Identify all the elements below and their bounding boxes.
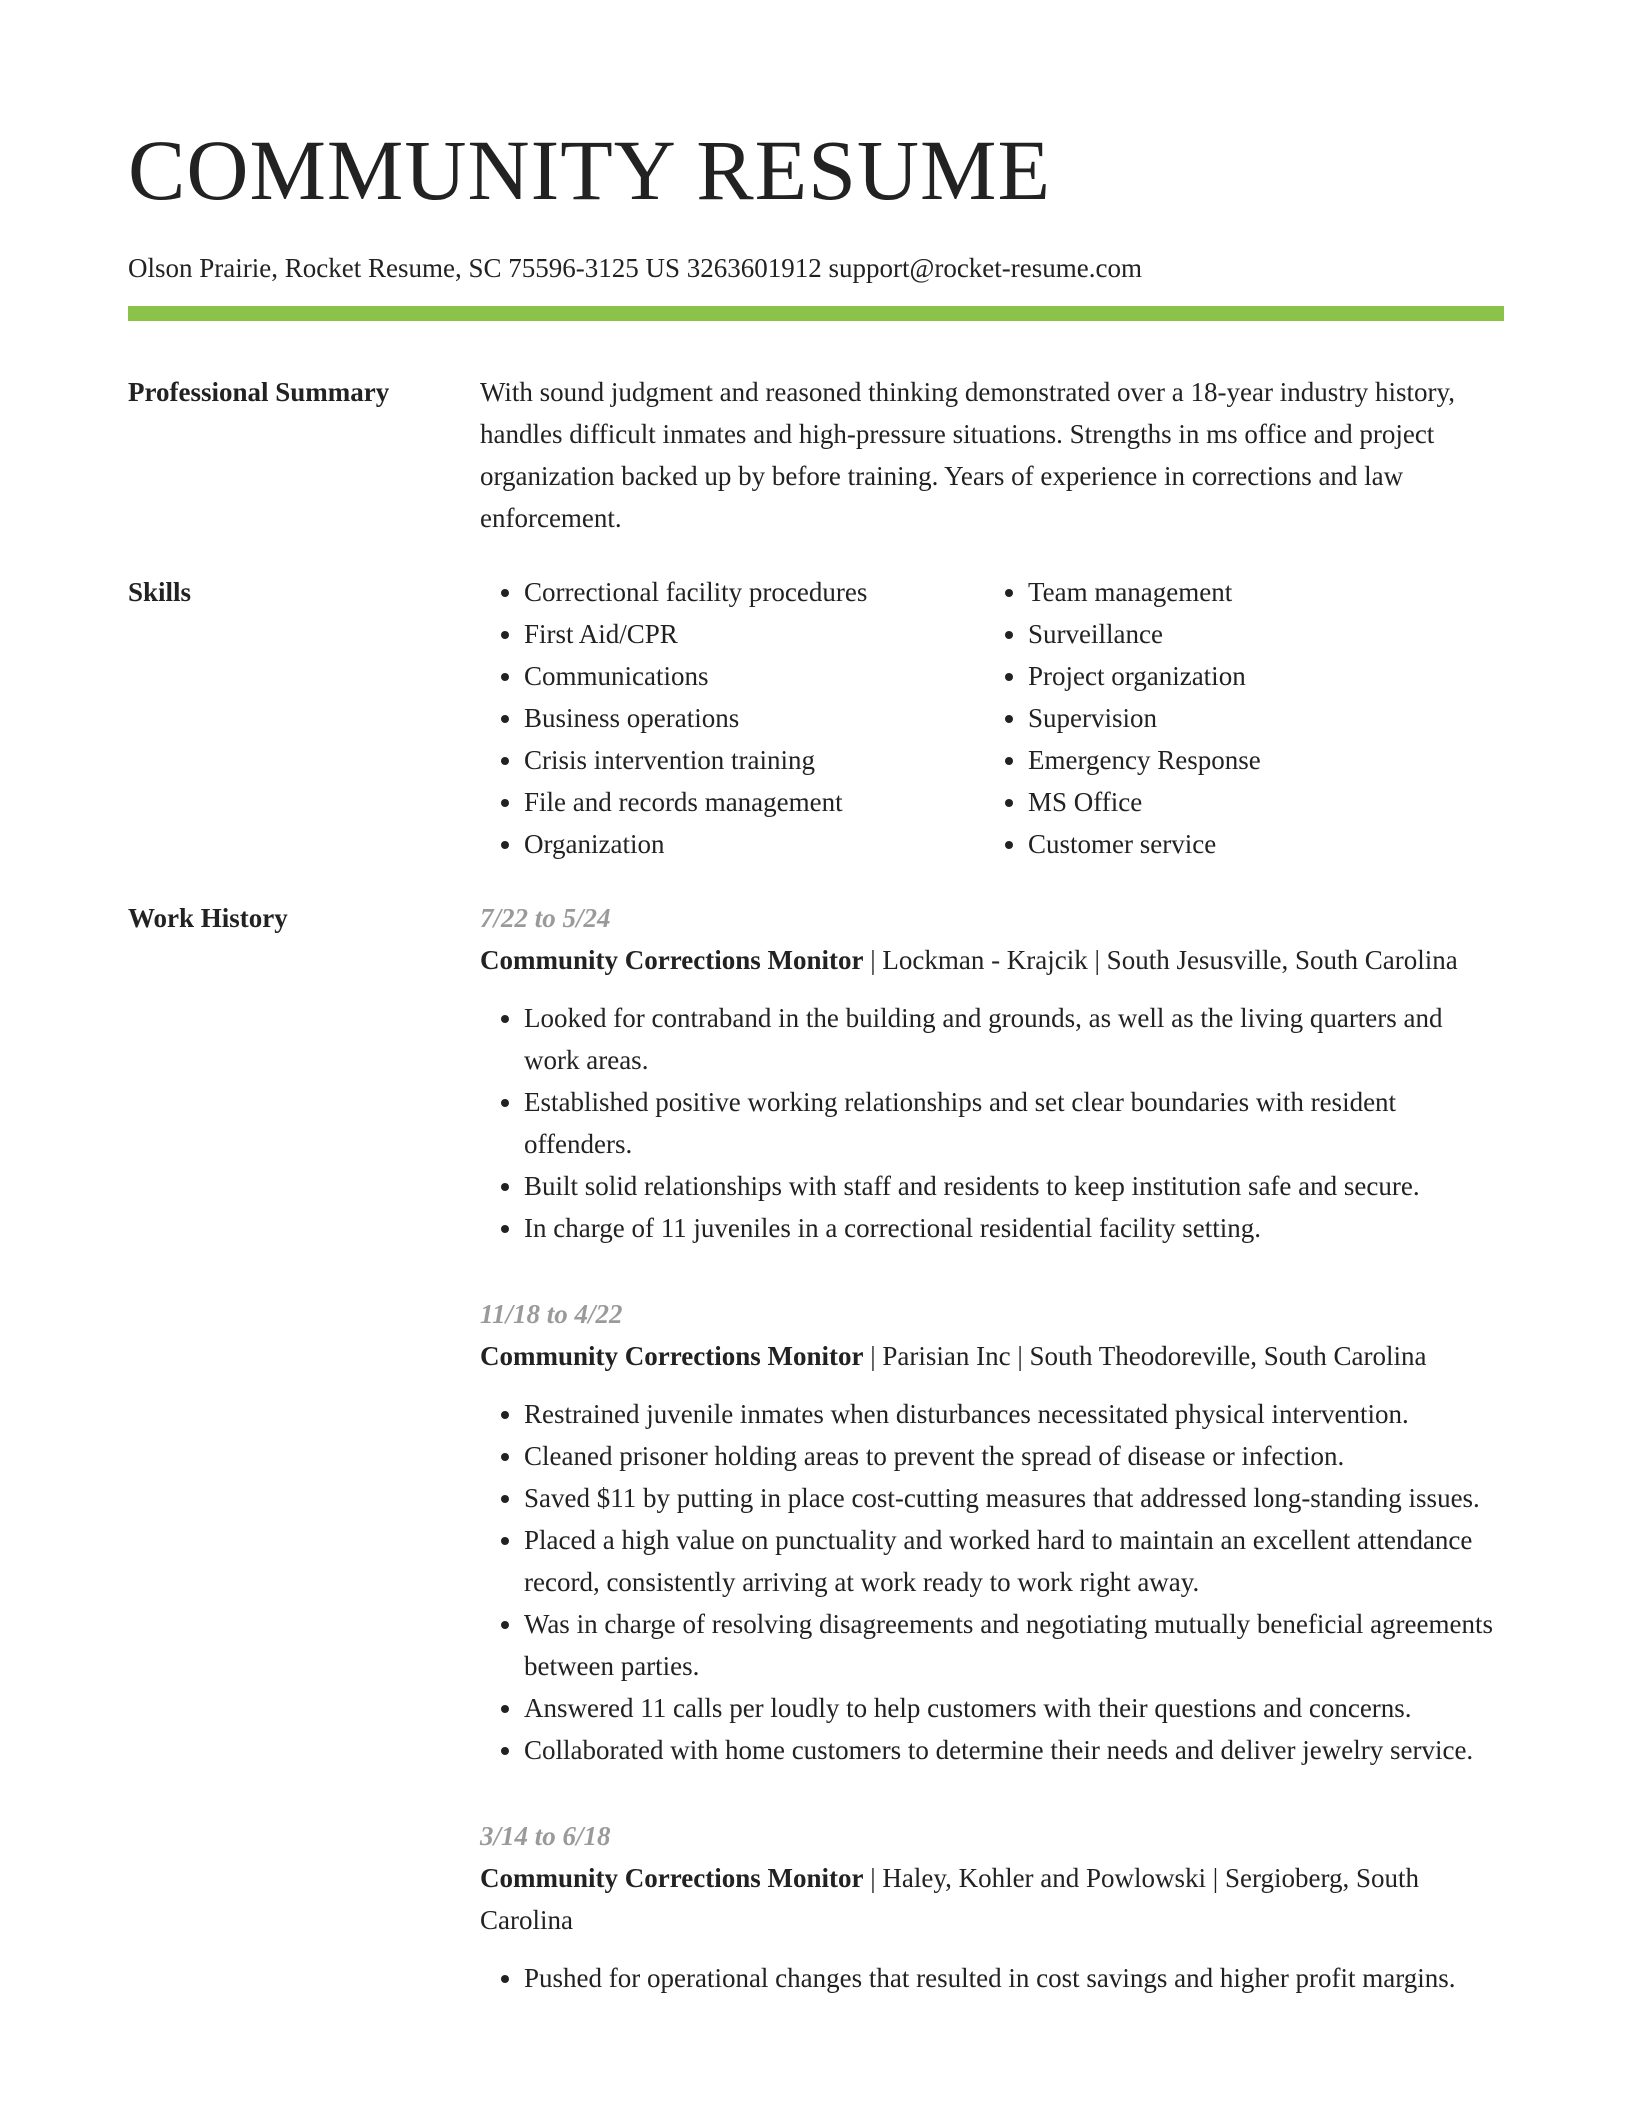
skill-item: • Supervision	[1028, 697, 1261, 739]
job-bullets	[480, 1957, 1504, 1999]
job-bullet: • In charge of 11 juveniles in a correctional residential facility setting.	[524, 1207, 1504, 1249]
job-bullet: • Saved $11 by putting in place cost-cutting measures that addressed long-standing issues.	[524, 1477, 1504, 1519]
job-bullets	[480, 1393, 1504, 1771]
skill-item: • Correctional facility procedures	[524, 571, 984, 613]
skill-item: • Project organization	[1028, 655, 1261, 697]
skills-section	[128, 571, 1504, 865]
job-bullet: • Built solid relationships with staff and residents to keep institution safe and secure.	[524, 1165, 1504, 1207]
skill-item: • Crisis intervention training	[524, 739, 984, 781]
contact-line: Olson Prairie, Rocket Resume, SC 75596-3125 US 3263601912 support@rocket-resume.com	[128, 253, 1142, 283]
job-dates: 11/18 to 4/22	[480, 1299, 623, 1329]
job-details: | Parisian Inc | South Theodoreville, South Carolina	[863, 1341, 1427, 1371]
skill-item: • MS Office	[1028, 781, 1261, 823]
job-dates: 7/22 to 5/24	[480, 903, 611, 933]
skill-item: • First Aid/CPR	[524, 613, 984, 655]
job-title: Community Corrections Monitor	[480, 945, 864, 975]
job-title: Community Corrections Monitor	[480, 1863, 864, 1893]
job-entry	[480, 1815, 1504, 1999]
resume-page	[128, 0, 1504, 2043]
job-bullet: • Placed a high value on punctuality and worked hard to maintain an excellent attendance record, consistently arriving at work ready to work right away.	[524, 1519, 1504, 1603]
skill-item: • Business operations	[524, 697, 984, 739]
job-entry	[480, 897, 1504, 1249]
skill-item: • Communications	[524, 655, 984, 697]
skill-item: • File and records management	[524, 781, 984, 823]
job-entry	[480, 1293, 1504, 1771]
job-bullets	[480, 997, 1504, 1249]
resume-name: COMMUNITY RESUME	[128, 122, 1052, 218]
job-bullet: • Was in charge of resolving disagreements and negotiating mutually beneficial agreements between parties.	[524, 1603, 1504, 1687]
job-dates: 3/14 to 6/18	[480, 1821, 611, 1851]
job-bullet: • Established positive working relationships and set clear boundaries with resident offenders.	[524, 1081, 1504, 1165]
skill-item: • Team management	[1028, 571, 1261, 613]
skill-item: • Emergency Response	[1028, 739, 1261, 781]
job-bullet: • Looked for contraband in the building and grounds, as well as the living quarters and work areas.	[524, 997, 1504, 1081]
work-history-heading: Work History	[128, 903, 288, 933]
job-header	[480, 1335, 1504, 1377]
job-header	[480, 1857, 1504, 1941]
job-bullet: • Answered 11 calls per loudly to help customers with their questions and concerns.	[524, 1687, 1504, 1729]
job-header	[480, 939, 1504, 981]
job-title: Community Corrections Monitor	[480, 1341, 864, 1371]
job-bullet: • Cleaned prisoner holding areas to prevent the spread of disease or infection.	[524, 1435, 1504, 1477]
skills-column-right	[984, 571, 1261, 865]
skill-item: • Customer service	[1028, 823, 1261, 865]
job-bullet: • Collaborated with home customers to determine their needs and deliver jewelry service.	[524, 1729, 1504, 1771]
job-bullet: • Pushed for operational changes that resulted in cost savings and higher profit margins.	[524, 1957, 1504, 1999]
skill-item: • Surveillance	[1028, 613, 1261, 655]
summary-heading: Professional Summary	[128, 377, 390, 407]
summary-section	[128, 371, 1504, 539]
work-history-section	[128, 897, 1504, 2043]
skills-column-left	[480, 571, 984, 865]
job-bullet: • Restrained juvenile inmates when disturbances necessitated physical intervention.	[524, 1393, 1504, 1435]
skill-item: • Organization	[524, 823, 984, 865]
header-divider	[128, 306, 1504, 321]
skills-heading: Skills	[128, 577, 192, 607]
skills-grid	[480, 571, 1504, 865]
job-details: | Haley, Kohler and Powlowski | Sergioberg, South Carolina	[480, 1863, 1419, 1935]
summary-text: With sound judgment and reasoned thinking demonstrated over a 18-year industry history, handles difficult inmates and high-pressure situations. Strengths in ms office and project organization backed up by before training. Years of experience in corrections and law enforcement.	[480, 377, 1455, 533]
job-details: | Lockman - Krajcik | South Jesusville, South Carolina	[863, 945, 1458, 975]
